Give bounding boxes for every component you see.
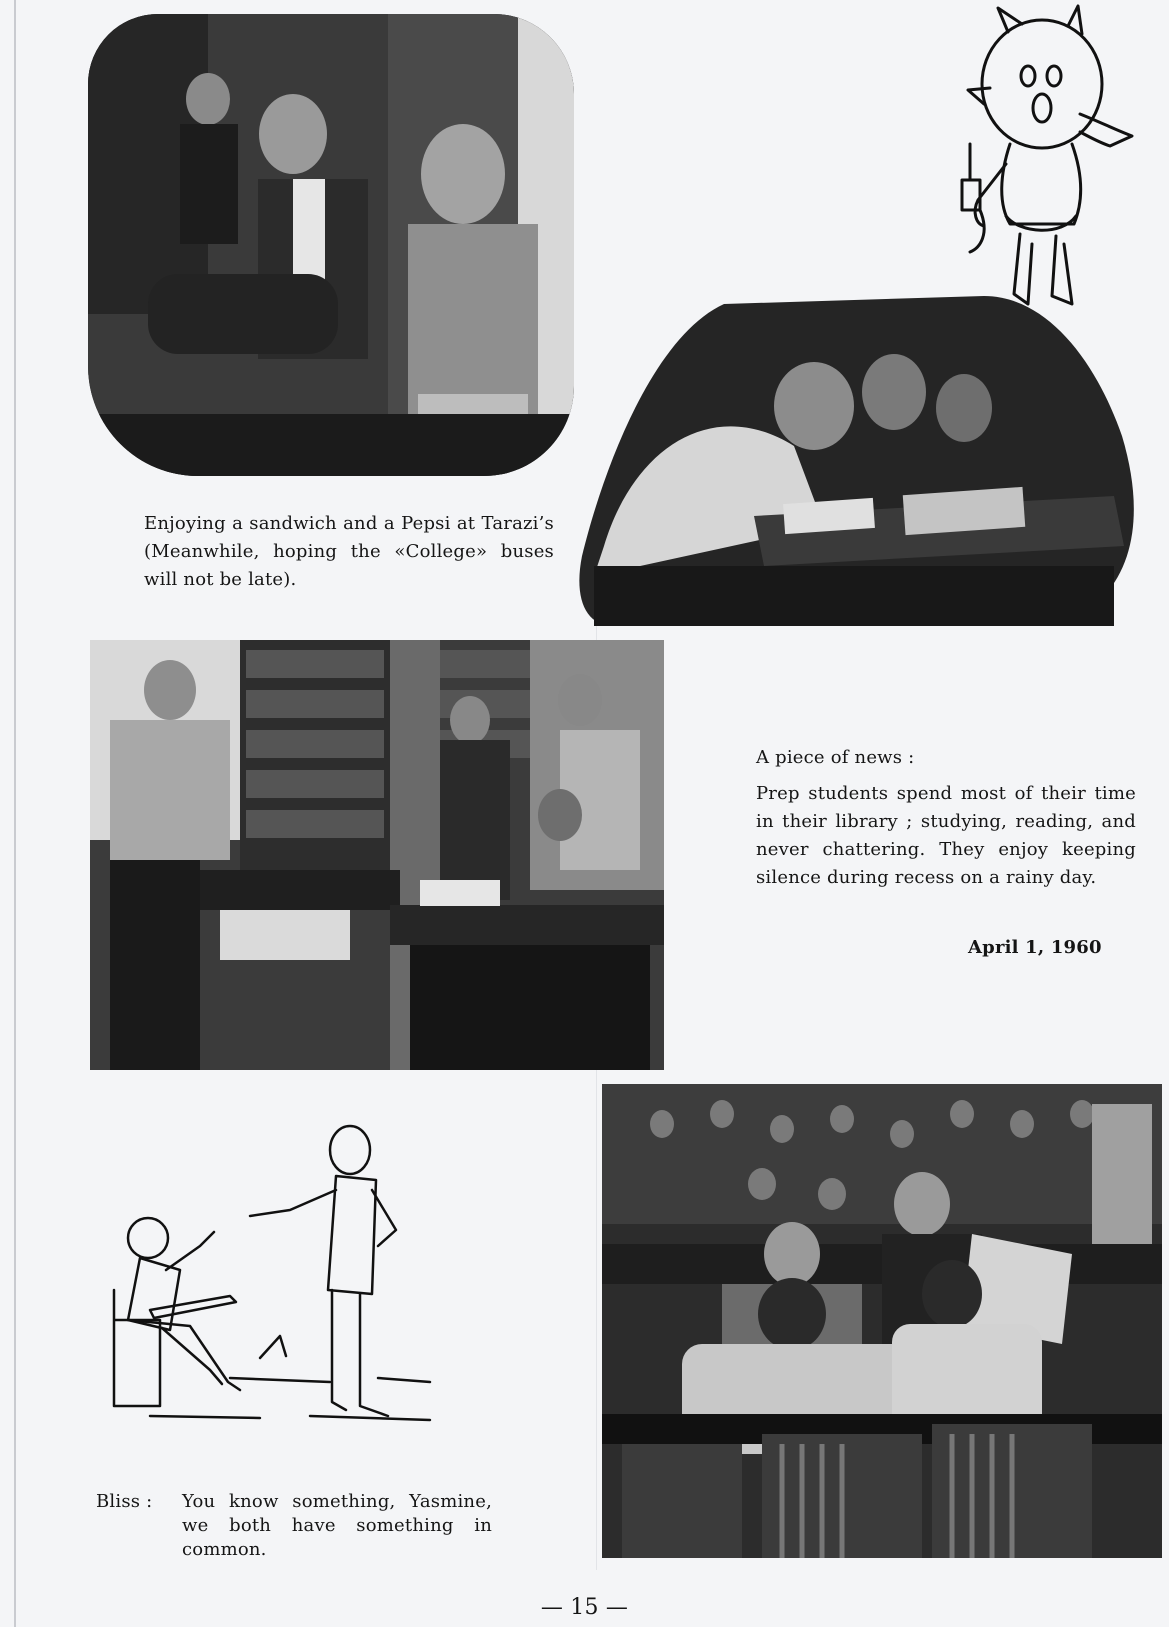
photo-students-at-tarazis (88, 14, 574, 476)
devil-cartoon-drawing (950, 4, 1140, 322)
margin-line (14, 0, 16, 1627)
news-heading: A piece of news : (756, 747, 915, 768)
caption-cafe-photo: Enjoying a sandwich and a Pepsi at Tarazi’s (Meanwhile, hoping the «College» buses will not be late). (144, 513, 554, 590)
caption-bliss-cartoon (96, 1490, 500, 1562)
photo-students-in-library (90, 640, 664, 1070)
photo-students-writing (574, 296, 1140, 636)
news-date: April 1, 1960 (968, 937, 1102, 958)
news-body: Prep students spend most of their time in their library ; studying, reading, and never chattering. They enjoy keeping silence during recess on a rainy day. (756, 783, 1136, 888)
bliss-speech: You know something, Yasmine, we both have something in common. (182, 1491, 492, 1560)
bliss-speaker: Bliss : (96, 1491, 153, 1512)
page-number: — 15 — (540, 1595, 629, 1620)
photo-students-reading-newspapers (602, 1084, 1162, 1558)
bliss-yasmine-cartoon-drawing (110, 1120, 450, 1450)
